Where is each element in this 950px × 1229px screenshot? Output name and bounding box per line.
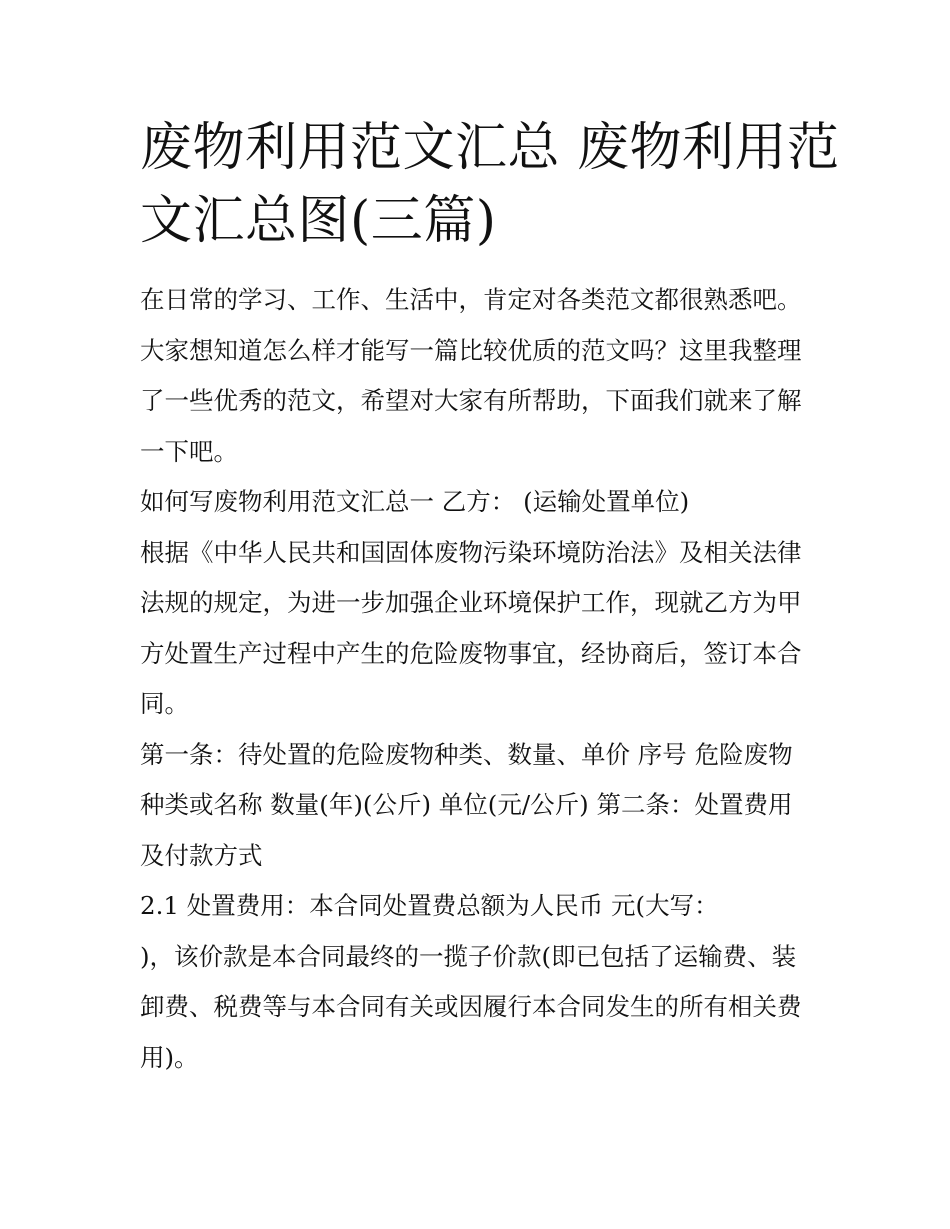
document-body: [140, 275, 820, 1083]
document-title: [140, 112, 840, 258]
body-line: 用)。: [140, 1042, 199, 1072]
body-line: 种类或名称 数量(年)(公斤) 单位(元/公斤) 第二条：处置费用: [140, 790, 793, 819]
body-line: 同。: [140, 689, 189, 718]
body-line: 了一些优秀的范文，希望对大家有所帮助，下面我们就来了解: [140, 386, 802, 415]
body-line: 如何写废物利用范文汇总一 乙方： (运输处置单位): [140, 487, 690, 516]
body-line: 法规的规定，为进一步加强企业环境保护工作，现就乙方为甲: [140, 588, 802, 617]
body-line: 及付款方式: [140, 840, 263, 870]
body-line: 大家想知道怎么样才能写一篇比较优质的范文吗？这里我整理: [140, 335, 802, 365]
title-line: 废物利用范文汇总 废物利用范: [140, 118, 840, 178]
document-page: [140, 112, 840, 1083]
title-line: 文汇总图(三篇): [140, 191, 497, 251]
body-line: 一下吧。: [140, 436, 238, 466]
body-line: 方处置生产过程中产生的危险废物事宜，经协商后，签订本合: [140, 638, 802, 668]
body-line: )，该价款是本合同最终的一揽子价款(即已包括了运输费、装: [140, 941, 797, 971]
body-line: 2.1 处置费用：本合同处置费总额为人民币 元(大写：: [140, 891, 719, 920]
body-line: 卸费、税费等与本合同有关或因履行本合同发生的所有相关费: [140, 992, 802, 1021]
body-line: 第一条：待处置的危险废物种类、数量、单价 序号 危险废物: [140, 739, 793, 769]
body-line: 根据《中华人民共和国固体废物污染环境防治法》及相关法律: [140, 537, 802, 567]
body-line: 在日常的学习、工作、生活中，肯定对各类范文都很熟悉吧。: [140, 285, 802, 314]
